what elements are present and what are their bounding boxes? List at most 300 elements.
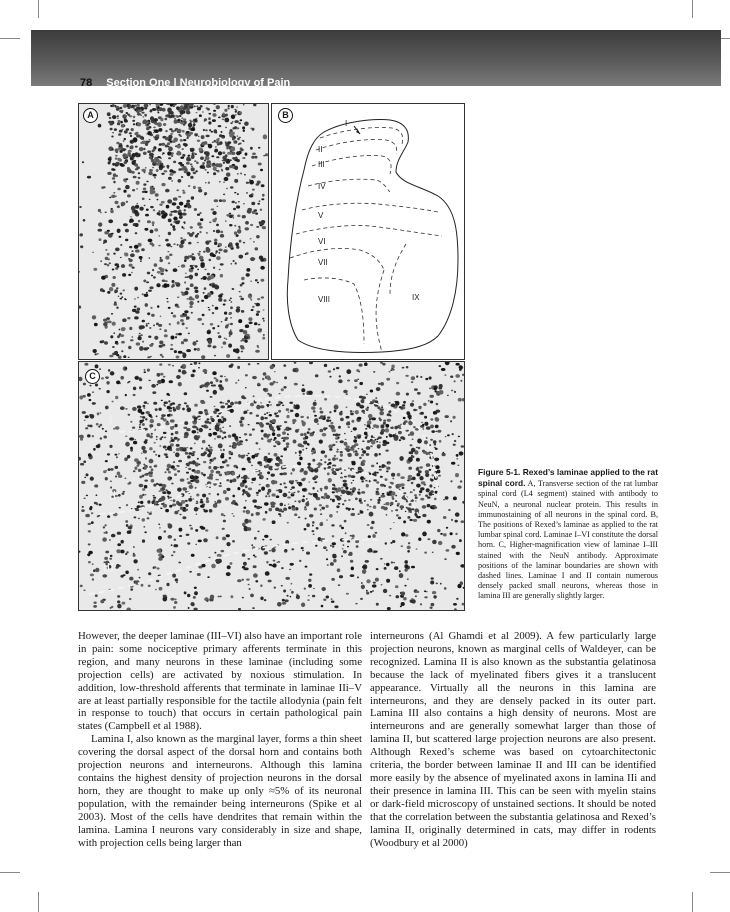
stained-nucleus bbox=[159, 124, 162, 126]
stained-nucleus bbox=[116, 106, 118, 108]
stained-nucleus bbox=[179, 244, 184, 248]
stained-nucleus bbox=[156, 323, 159, 326]
stained-nucleus bbox=[104, 263, 107, 265]
stained-nucleus bbox=[248, 317, 252, 321]
stained-nucleus bbox=[190, 163, 193, 165]
stained-nucleus bbox=[173, 138, 178, 143]
stained-nucleus bbox=[244, 122, 249, 126]
figure-panel-c bbox=[78, 361, 465, 611]
stained-nucleus bbox=[178, 162, 182, 165]
stained-nucleus bbox=[170, 344, 173, 346]
stained-nucleus bbox=[158, 214, 161, 216]
stained-nucleus bbox=[118, 133, 121, 136]
stained-nucleus bbox=[186, 200, 190, 203]
stained-nucleus bbox=[173, 243, 175, 245]
stained-nucleus bbox=[201, 262, 205, 265]
stained-nucleus bbox=[207, 344, 211, 347]
stained-nucleus bbox=[122, 289, 125, 291]
stained-nucleus bbox=[185, 273, 187, 274]
stained-nucleus bbox=[127, 152, 131, 156]
stained-nucleus bbox=[132, 120, 135, 122]
stained-nucleus bbox=[154, 161, 157, 164]
stained-nucleus bbox=[256, 226, 259, 228]
stained-nucleus bbox=[147, 272, 150, 275]
stained-nucleus bbox=[212, 327, 215, 329]
stained-nucleus bbox=[217, 170, 219, 173]
crop-mark bbox=[38, 0, 39, 18]
stained-nucleus bbox=[238, 143, 240, 145]
stained-nucleus bbox=[243, 203, 245, 204]
stained-nucleus bbox=[147, 124, 149, 126]
stained-nucleus bbox=[200, 166, 203, 169]
stained-nucleus bbox=[113, 332, 115, 334]
stained-nucleus bbox=[127, 168, 131, 172]
stained-nucleus bbox=[166, 298, 168, 299]
stained-nucleus bbox=[239, 291, 241, 292]
stained-nucleus bbox=[238, 357, 241, 359]
stained-nucleus bbox=[135, 152, 138, 155]
stained-nucleus bbox=[184, 205, 187, 208]
stained-nucleus bbox=[160, 118, 163, 122]
stained-nucleus bbox=[172, 202, 177, 205]
stained-nucleus bbox=[205, 156, 210, 161]
stained-nucleus bbox=[204, 287, 207, 290]
stained-nucleus bbox=[225, 246, 227, 247]
stained-nucleus bbox=[263, 309, 265, 310]
stained-nucleus bbox=[227, 141, 231, 144]
stained-nucleus bbox=[224, 338, 226, 339]
stained-nucleus bbox=[122, 318, 126, 322]
stained-nucleus bbox=[121, 327, 126, 331]
stained-nucleus bbox=[171, 336, 175, 340]
stained-nucleus bbox=[177, 297, 180, 299]
stained-nucleus bbox=[222, 113, 225, 115]
stained-nucleus bbox=[92, 252, 94, 253]
stained-nucleus bbox=[251, 156, 255, 159]
stained-nucleus bbox=[107, 291, 110, 294]
stained-nucleus bbox=[142, 141, 147, 145]
stained-nucleus bbox=[115, 155, 118, 157]
stained-nucleus bbox=[149, 257, 151, 259]
stained-nucleus bbox=[157, 271, 161, 274]
stained-nucleus bbox=[231, 105, 234, 108]
stained-nucleus bbox=[178, 333, 182, 336]
stained-nucleus bbox=[133, 160, 136, 162]
stained-nucleus bbox=[137, 297, 139, 299]
stained-nucleus bbox=[209, 259, 212, 261]
stained-nucleus bbox=[120, 244, 122, 246]
stained-nucleus bbox=[135, 205, 139, 209]
stained-nucleus bbox=[219, 134, 222, 137]
stained-nucleus bbox=[223, 194, 225, 196]
stained-nucleus bbox=[113, 181, 115, 184]
stained-nucleus bbox=[214, 242, 217, 245]
stained-nucleus bbox=[109, 355, 113, 358]
stained-nucleus bbox=[224, 319, 227, 321]
stained-nucleus bbox=[117, 335, 120, 338]
stained-nucleus bbox=[176, 189, 179, 191]
stained-nucleus bbox=[98, 124, 102, 128]
lamina-label: VI bbox=[318, 237, 326, 246]
stained-nucleus bbox=[222, 152, 225, 155]
stained-nucleus bbox=[250, 147, 253, 150]
stained-nucleus bbox=[131, 220, 134, 222]
stained-nucleus bbox=[181, 112, 183, 114]
stained-nucleus bbox=[193, 122, 195, 124]
stained-nucleus bbox=[183, 118, 186, 120]
stained-nucleus bbox=[117, 117, 119, 119]
stained-nucleus bbox=[225, 326, 228, 329]
stained-nucleus bbox=[229, 149, 231, 150]
stained-nucleus bbox=[162, 154, 164, 155]
stained-nucleus bbox=[164, 170, 168, 172]
stained-nucleus bbox=[199, 148, 203, 152]
stained-nucleus bbox=[240, 173, 242, 175]
stained-nucleus bbox=[208, 240, 211, 242]
stained-nucleus bbox=[178, 210, 181, 213]
stained-nucleus bbox=[227, 152, 232, 155]
stained-nucleus bbox=[197, 301, 199, 303]
stained-nucleus bbox=[117, 122, 120, 125]
stained-nucleus bbox=[110, 210, 114, 214]
stained-nucleus bbox=[219, 181, 221, 183]
stained-nucleus bbox=[184, 291, 188, 295]
stained-nucleus bbox=[224, 109, 227, 112]
stained-nucleus bbox=[148, 172, 152, 176]
stained-nucleus bbox=[132, 157, 134, 158]
stained-nucleus bbox=[222, 199, 226, 202]
stained-nucleus bbox=[176, 206, 180, 209]
stained-nucleus bbox=[113, 276, 116, 279]
stained-nucleus bbox=[181, 120, 183, 122]
stained-nucleus bbox=[115, 341, 118, 343]
stained-nucleus bbox=[114, 128, 117, 131]
stained-nucleus bbox=[152, 224, 154, 226]
stained-nucleus bbox=[199, 256, 204, 260]
stained-nucleus bbox=[150, 206, 154, 208]
stained-nucleus bbox=[225, 127, 227, 128]
stained-nucleus bbox=[263, 334, 265, 336]
stained-nucleus bbox=[212, 312, 214, 314]
stained-nucleus bbox=[185, 168, 188, 170]
stained-nucleus bbox=[166, 284, 169, 287]
stained-nucleus bbox=[211, 208, 215, 210]
stained-nucleus bbox=[184, 171, 188, 174]
stained-nucleus bbox=[124, 138, 126, 140]
stained-nucleus bbox=[131, 250, 133, 252]
stained-nucleus bbox=[150, 356, 152, 357]
stained-nucleus bbox=[223, 341, 227, 344]
stained-nucleus bbox=[226, 172, 231, 176]
stained-nucleus bbox=[212, 284, 216, 287]
stained-nucleus bbox=[114, 351, 118, 355]
stained-nucleus bbox=[216, 256, 221, 260]
stained-nucleus bbox=[132, 309, 137, 312]
stained-nucleus bbox=[163, 123, 166, 126]
stained-nucleus bbox=[176, 356, 180, 359]
stained-nucleus bbox=[161, 210, 166, 215]
stained-nucleus bbox=[105, 249, 107, 251]
stained-nucleus bbox=[193, 152, 195, 154]
stained-nucleus bbox=[224, 299, 227, 302]
stained-nucleus bbox=[146, 292, 148, 294]
lamina-label: IV bbox=[318, 182, 326, 191]
stained-nucleus bbox=[201, 300, 204, 302]
stained-nucleus bbox=[109, 160, 111, 162]
stained-nucleus bbox=[214, 199, 219, 202]
stained-nucleus bbox=[157, 109, 159, 111]
stained-nucleus bbox=[238, 319, 242, 323]
stained-nucleus bbox=[172, 284, 175, 287]
lamina-label: VII bbox=[318, 258, 328, 267]
stained-nucleus bbox=[107, 258, 110, 260]
stained-nucleus bbox=[146, 281, 149, 283]
stained-nucleus bbox=[135, 249, 140, 252]
stained-nucleus bbox=[208, 117, 211, 120]
stained-nucleus bbox=[244, 174, 246, 176]
stained-nucleus bbox=[229, 300, 231, 301]
stained-nucleus bbox=[220, 231, 223, 234]
stained-nucleus bbox=[131, 272, 133, 274]
stained-nucleus bbox=[149, 153, 154, 157]
stained-nucleus bbox=[189, 132, 193, 135]
stained-nucleus bbox=[250, 128, 252, 129]
stained-nucleus bbox=[220, 274, 223, 278]
stained-nucleus bbox=[164, 334, 168, 337]
stained-nucleus bbox=[212, 254, 216, 257]
stained-nucleus bbox=[217, 332, 219, 334]
stained-nucleus bbox=[164, 118, 167, 121]
stained-nucleus bbox=[228, 324, 230, 325]
stained-nucleus bbox=[241, 277, 245, 280]
stained-nucleus bbox=[160, 268, 165, 272]
caption-title: Figure 5-1. Rexed’s laminae applied to the rat spinal cord. bbox=[478, 467, 658, 489]
stained-nucleus bbox=[225, 220, 227, 222]
stained-nucleus bbox=[197, 107, 201, 110]
stained-nucleus bbox=[126, 178, 129, 180]
stained-nucleus bbox=[166, 205, 170, 209]
stained-nucleus bbox=[131, 128, 134, 131]
stained-nucleus bbox=[246, 334, 250, 337]
paragraph: Lamina I, also known as the marginal layer, forms a thin sheet covering the dorsal aspect of the dorsal horn and contains both projection neurons and interneurons. Although this lamina contains the highest density of projection neurons in the dorsal horn, they are thought to make up only ≈5% of its neuronal population, with the remainder being interneurons (Spike et al 2003). Most of the cells have dendrites that remain within the lamina. Lamina I neurons vary considerably in size and shape, with projection cells being larger than bbox=[78, 733, 362, 849]
stained-nucleus bbox=[235, 202, 237, 203]
stained-nucleus bbox=[262, 194, 265, 197]
stained-nucleus bbox=[221, 347, 223, 348]
stained-nucleus bbox=[191, 121, 193, 122]
stained-nucleus bbox=[179, 202, 183, 206]
stained-nucleus bbox=[181, 291, 184, 293]
stained-nucleus bbox=[184, 209, 186, 211]
stained-nucleus bbox=[126, 145, 129, 148]
stained-nucleus bbox=[107, 112, 111, 116]
stained-nucleus bbox=[150, 191, 154, 195]
stained-nucleus bbox=[98, 229, 103, 232]
stained-nucleus bbox=[142, 198, 145, 201]
stained-nucleus bbox=[94, 323, 98, 327]
stained-nucleus bbox=[171, 130, 175, 132]
stained-nucleus bbox=[97, 353, 99, 354]
stained-nucleus bbox=[180, 122, 184, 125]
stained-nucleus bbox=[189, 255, 193, 258]
stained-nucleus bbox=[253, 241, 255, 243]
stained-nucleus bbox=[136, 181, 140, 185]
stained-nucleus bbox=[152, 108, 156, 111]
stained-nucleus bbox=[192, 232, 195, 235]
stained-nucleus bbox=[111, 233, 114, 235]
stained-nucleus bbox=[137, 122, 141, 126]
stained-nucleus bbox=[222, 136, 224, 138]
stained-nucleus bbox=[195, 290, 199, 293]
stained-nucleus bbox=[114, 195, 117, 197]
stained-nucleus bbox=[235, 262, 237, 264]
stained-nucleus bbox=[130, 339, 134, 341]
stained-nucleus bbox=[112, 148, 114, 150]
stained-nucleus bbox=[115, 263, 119, 266]
stained-nucleus bbox=[204, 269, 206, 270]
stained-nucleus bbox=[226, 188, 228, 189]
stained-nucleus bbox=[258, 147, 260, 149]
stained-nucleus bbox=[222, 160, 224, 162]
stained-nucleus bbox=[236, 205, 240, 208]
stained-nucleus bbox=[241, 310, 244, 313]
stained-nucleus bbox=[230, 298, 232, 300]
stained-nucleus bbox=[214, 149, 218, 153]
stained-nucleus bbox=[153, 324, 155, 326]
stained-nucleus bbox=[193, 172, 196, 174]
stained-nucleus bbox=[181, 341, 184, 344]
stained-nucleus bbox=[144, 104, 149, 108]
stained-nucleus bbox=[180, 237, 183, 239]
stained-nucleus bbox=[242, 126, 245, 129]
stained-nucleus bbox=[212, 142, 214, 143]
stained-nucleus bbox=[186, 111, 190, 114]
stained-nucleus bbox=[245, 221, 249, 225]
stained-nucleus bbox=[245, 227, 249, 230]
stained-nucleus bbox=[115, 201, 119, 204]
stained-nucleus bbox=[237, 193, 239, 195]
stained-nucleus bbox=[167, 199, 172, 203]
stained-nucleus bbox=[128, 346, 131, 349]
stained-nucleus bbox=[233, 152, 236, 155]
stained-nucleus bbox=[134, 316, 139, 319]
stained-nucleus bbox=[194, 106, 196, 108]
stained-nucleus bbox=[180, 157, 184, 159]
stained-nucleus bbox=[128, 357, 130, 358]
stained-nucleus bbox=[237, 135, 239, 136]
stained-nucleus bbox=[216, 105, 220, 109]
stained-nucleus bbox=[151, 159, 155, 162]
stained-nucleus bbox=[117, 148, 121, 151]
laminae-labels bbox=[318, 119, 420, 304]
stained-nucleus bbox=[174, 350, 177, 353]
stained-nucleus bbox=[98, 222, 102, 226]
stained-nucleus bbox=[79, 271, 80, 272]
stained-nucleus bbox=[226, 354, 230, 358]
stained-nucleus bbox=[204, 295, 209, 299]
stained-nucleus bbox=[218, 125, 222, 127]
stained-nucleus bbox=[203, 129, 205, 131]
stained-nucleus bbox=[186, 349, 191, 352]
stained-nucleus bbox=[150, 230, 154, 234]
stained-nucleus bbox=[218, 117, 221, 119]
stained-nucleus bbox=[169, 169, 173, 172]
stained-nucleus bbox=[191, 128, 196, 131]
stained-nucleus bbox=[195, 134, 197, 136]
stained-nucleus bbox=[197, 318, 202, 321]
stained-nucleus bbox=[159, 259, 163, 262]
stained-nucleus bbox=[146, 325, 148, 327]
stained-nucleus bbox=[190, 277, 193, 279]
stained-nucleus bbox=[140, 261, 142, 262]
stained-nucleus bbox=[230, 323, 233, 325]
stained-nucleus bbox=[120, 110, 123, 113]
stained-nucleus bbox=[211, 131, 213, 133]
stained-nucleus bbox=[188, 333, 190, 335]
panel-a-label: A bbox=[83, 108, 98, 123]
stained-nucleus bbox=[188, 123, 192, 128]
stained-nucleus bbox=[167, 151, 171, 155]
stained-nucleus bbox=[191, 166, 193, 167]
stained-nucleus bbox=[147, 150, 151, 153]
stained-nucleus bbox=[166, 243, 171, 246]
stained-nucleus bbox=[234, 225, 236, 227]
stained-nucleus bbox=[129, 104, 131, 106]
stained-nucleus bbox=[107, 253, 110, 256]
stained-nucleus bbox=[195, 273, 199, 277]
stained-nucleus bbox=[116, 162, 120, 165]
stained-nucleus bbox=[150, 242, 154, 245]
stained-nucleus bbox=[194, 349, 196, 351]
stained-nucleus bbox=[182, 322, 185, 325]
stained-nucleus bbox=[261, 296, 264, 298]
stained-nucleus bbox=[239, 227, 241, 228]
stained-nucleus bbox=[227, 107, 229, 109]
stained-nucleus bbox=[250, 224, 253, 226]
stained-nucleus bbox=[209, 129, 211, 131]
stained-nucleus bbox=[122, 153, 127, 158]
stained-nucleus bbox=[243, 140, 245, 142]
stained-nucleus bbox=[134, 306, 137, 308]
stained-nucleus bbox=[190, 226, 193, 229]
stained-nucleus bbox=[170, 133, 173, 135]
stained-nucleus bbox=[256, 235, 260, 238]
stained-nucleus bbox=[230, 134, 234, 137]
stained-nucleus bbox=[156, 169, 159, 172]
stained-nucleus bbox=[145, 115, 147, 116]
stained-nucleus bbox=[229, 165, 233, 168]
stained-nucleus bbox=[173, 197, 178, 200]
stained-nucleus bbox=[117, 115, 119, 117]
stained-nucleus bbox=[130, 140, 134, 144]
stained-nucleus bbox=[129, 264, 133, 267]
stained-nucleus bbox=[183, 339, 188, 342]
stained-nucleus bbox=[116, 142, 119, 145]
stained-nucleus bbox=[168, 232, 171, 235]
stained-nucleus bbox=[223, 162, 225, 164]
stained-nucleus bbox=[165, 280, 168, 282]
stained-nucleus bbox=[82, 161, 84, 163]
stained-nucleus bbox=[193, 123, 196, 126]
stained-nucleus bbox=[153, 127, 156, 129]
stained-nucleus bbox=[164, 329, 167, 332]
stained-nucleus bbox=[129, 132, 132, 134]
stained-nucleus bbox=[203, 251, 205, 253]
stained-nucleus bbox=[236, 151, 240, 155]
stained-nucleus bbox=[213, 267, 215, 269]
stained-nucleus bbox=[249, 179, 251, 180]
stained-nucleus bbox=[205, 129, 208, 131]
stained-nucleus bbox=[208, 121, 211, 124]
